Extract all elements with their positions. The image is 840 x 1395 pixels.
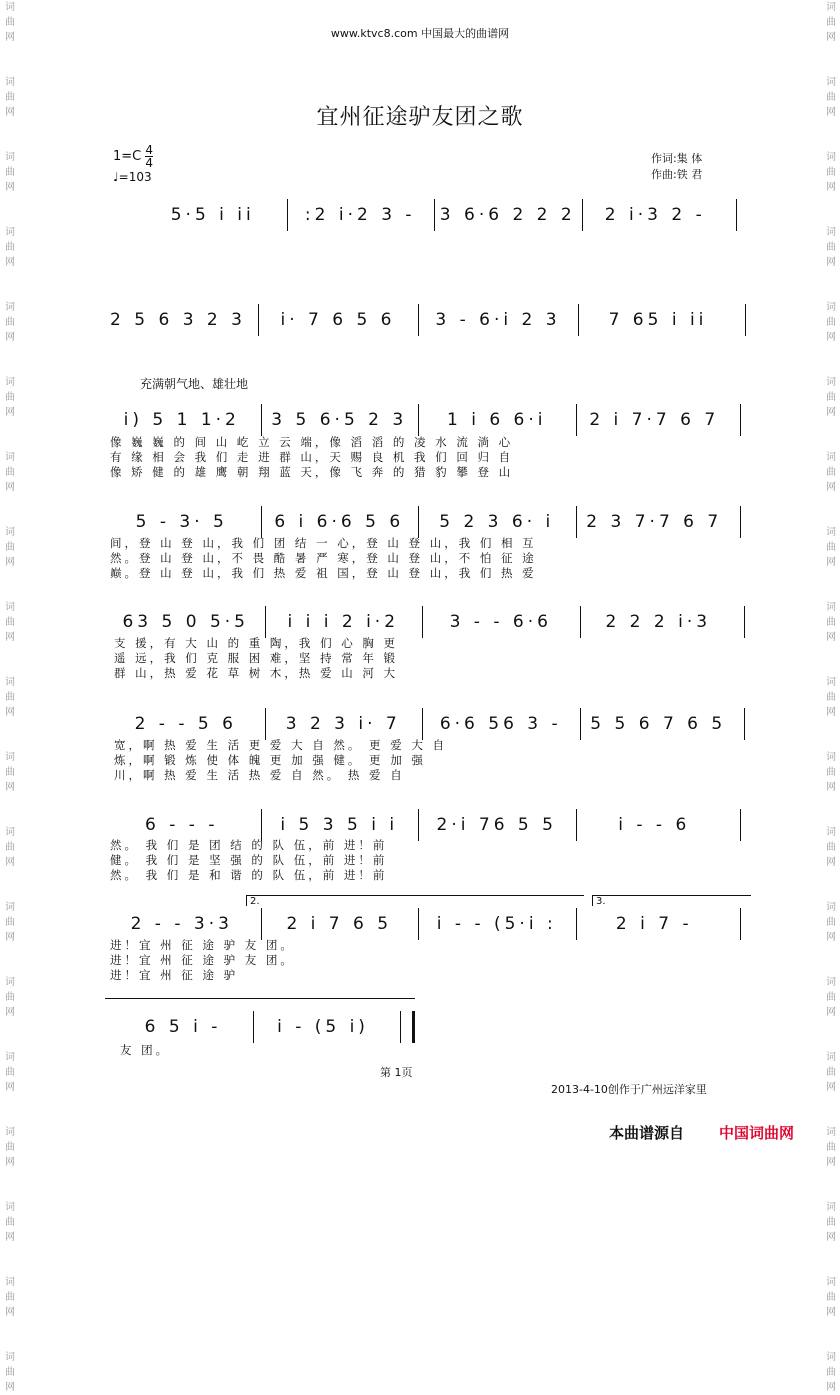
measure-notes: 6 - - -	[145, 815, 219, 835]
lyric-line: 进！宜 州 征 途 驴 友 团。	[110, 938, 295, 952]
credits	[651, 151, 702, 183]
measure-notes: 2 i 7 -	[615, 914, 693, 934]
bar-line	[740, 809, 741, 841]
lyric-line: 然。登 山 登 山，不 畏 酷 暑 严 寒，登 山 登 山，不 怕 征 途	[110, 551, 537, 565]
measure-notes: 6 5 i -	[144, 1017, 222, 1037]
measure-notes: 3 6·6 2 2 2	[439, 205, 576, 225]
bar-line	[576, 506, 577, 538]
lyric-line: 然。 我 们 是 团 结 的 队 伍，前 进！前	[110, 838, 388, 852]
meter-bottom: 4	[145, 156, 154, 170]
bar-line	[736, 199, 737, 231]
measure-notes: 6·6 56 3 -	[439, 714, 562, 734]
bar-line	[740, 506, 741, 538]
measure-notes: 6 i 6·6 5 6	[274, 512, 405, 532]
lyric-line: 像 矫 健 的 雄 鹰 朝 翔 蓝 天，像 飞 奔 的 猎 豹 攀 登 山	[110, 465, 514, 479]
lyric-line: 支 援，有 大 山 的 重 陶，我 们 心 胸 更	[114, 636, 399, 650]
measure-notes: 2 3 7·7 6 7	[586, 512, 723, 532]
bar-line	[576, 404, 577, 436]
bar-line	[740, 404, 741, 436]
created-note: 2013-4-10创作于广州远洋家里	[551, 1083, 707, 1096]
measure-notes: 3 - 6·i 2 3	[435, 310, 561, 330]
measure-notes: i 5 3 5 i i	[280, 815, 399, 835]
lyric-line: 然。 我 们 是 和 谐 的 队 伍，前 进！前	[110, 868, 388, 882]
bar-line	[261, 908, 262, 940]
lyric-line: 有 缘 相 会 我 们 走 进 群 山，天 赐 良 机 我 们 回 归 自	[110, 450, 514, 464]
lyric-line: 像 巍 巍 的 间 山 屹 立 云 端，像 滔 滔 的 凌 水 流 淌 心	[110, 435, 514, 449]
bar-line	[418, 304, 419, 336]
bar-line	[258, 304, 259, 336]
composer: 作曲:铁 君	[651, 168, 703, 181]
bar-line	[744, 708, 745, 740]
lyric-line: 炼，啊 锻 炼 使 体 魄 更 加 强 健。 更 加 强	[114, 753, 426, 767]
measure-notes: 2·i 76 5 5	[436, 815, 557, 835]
watermark-left: 词 曲 网 词 曲 网 词 曲 网 词 曲 网 词 曲 网 词 曲 网 词 曲 网 词 曲 网 词 曲 网 词 曲 网 词 曲 网 词 曲 网 词 曲 网 词 曲 网 词 曲 网 词 曲 网 词 曲 网 词 曲 网 词 曲 网	[5, 2, 15, 1393]
bar-line	[261, 404, 262, 436]
bar-line	[740, 908, 741, 940]
bar-line	[576, 809, 577, 841]
measure-notes: :2 i·2 3 -	[304, 205, 416, 225]
measure-notes: 2 5 6 3 2 3	[110, 310, 246, 330]
lyric-line: 川，啊 热 爱 生 活 热 爱 自 然。 热 爱 自	[114, 768, 405, 782]
bar-line	[745, 304, 746, 336]
measure-notes: i i i 2 i·2	[287, 612, 400, 632]
bar-line	[287, 199, 288, 231]
volta-3: 3.	[592, 895, 751, 906]
measure-notes: i - - 6	[618, 815, 691, 835]
measure-notes: 7 65 i ii	[608, 310, 708, 330]
bar-line	[418, 908, 419, 940]
bar-line	[261, 506, 262, 538]
bar-line	[582, 199, 583, 231]
measure-notes: 5 2 3 6· i	[439, 512, 555, 532]
measure-notes: 2 - - 5 6	[134, 714, 237, 734]
key-text: 1=C	[113, 149, 142, 164]
measure-notes: i - (5 i)	[277, 1017, 369, 1037]
measure-notes: 5 - 3· 5	[135, 512, 228, 532]
tempo: =103	[118, 170, 152, 184]
bar-line	[580, 606, 581, 638]
bar-line	[265, 606, 266, 638]
bar-line	[422, 708, 423, 740]
lyric-line: 进！宜 州 征 途 驴	[110, 968, 239, 982]
measure-notes: 3 5 6·5 2 3	[271, 410, 408, 430]
bar-line	[744, 606, 745, 638]
volta-continuation	[105, 998, 415, 999]
measure-notes: i· 7 6 5 6	[280, 310, 396, 330]
bar-line	[580, 708, 581, 740]
bar-line	[418, 809, 419, 841]
measure-notes: 5·5 i ii	[170, 205, 255, 225]
page-title: 宜州征途驴友团之歌	[316, 105, 524, 130]
bar-line	[418, 506, 419, 538]
lyric-line: 群 山，热 爱 花 草 树 木，热 爱 山 河 大	[114, 666, 399, 680]
watermark-right: 词 曲 网 词 曲 网 词 曲 网 词 曲 网 词 曲 网 词 曲 网 词 曲 网 词 曲 网 词 曲 网 词 曲 网 词 曲 网 词 曲 网 词 曲 网 词 曲 网 词 曲 网 词 曲 网 词 曲 网 词 曲 网 词 曲 网	[826, 2, 836, 1393]
bar-line	[422, 606, 423, 638]
measure-notes: 2 i·3 2 -	[604, 205, 706, 225]
bar-line	[576, 908, 577, 940]
bar-line	[265, 708, 266, 740]
measure-notes: 2 2 2 i·3	[605, 612, 712, 632]
lyric-line: 遥 远，我 们 克 服 困 难，坚 持 常 年 锻	[114, 651, 399, 665]
measure-notes: 3 - - 6·6	[449, 612, 552, 632]
quarter-note-icon: ♩	[113, 170, 119, 184]
measure-notes: 2 - - 3·3	[130, 914, 233, 934]
page-number: 第 1页	[380, 1066, 413, 1079]
measure-notes: 2 i 7 6 5	[286, 914, 393, 934]
measure-notes: 1 i 6 6·i	[446, 410, 547, 430]
lyric-line: 间，登 山 登 山，我 们 团 结 一 心，登 山 登 山，我 们 相 互	[110, 536, 537, 550]
lyric-line: 健。 我 们 是 坚 强 的 队 伍，前 进！前	[110, 853, 388, 867]
expression-mark: 充满朝气地、雄壮地	[140, 377, 249, 391]
final-bar-line	[412, 1011, 415, 1043]
lyric-line: 进！宜 州 征 途 驴 友 团。	[110, 953, 295, 967]
lyric-line: 巅。登 山 登 山，我 们 热 爱 祖 国，登 山 登 山，我 们 热 爱	[110, 566, 537, 580]
lyric-line: 友 团。	[120, 1043, 171, 1057]
source-prefix: 本曲谱源自	[609, 1124, 685, 1142]
meter-top: 4	[145, 143, 154, 157]
measure-notes: 2 i 7·7 6 7	[589, 410, 720, 430]
lyric-line: 宽，啊 热 爱 生 活 更 爱 大 自 然。 更 爱 大 自	[114, 738, 448, 752]
site-header: www.ktvc8.com 中国最大的曲谱网	[330, 27, 510, 40]
source-link[interactable]: 中国词曲网	[719, 1124, 795, 1142]
bar-line	[418, 404, 419, 436]
measure-notes: i) 5 1 1·2	[123, 410, 240, 430]
bar-line	[578, 304, 579, 336]
measure-notes: 3 2 3 i· 7	[285, 714, 401, 734]
measure-notes: 5 5 6 7 6 5	[590, 714, 727, 734]
lyricist: 作词:集 体	[651, 152, 703, 165]
bar-line	[400, 1011, 401, 1043]
bar-line	[253, 1011, 254, 1043]
bar-line	[261, 809, 262, 841]
volta-2: 2.	[246, 895, 584, 906]
measure-notes: 63 5 0 5·5	[122, 612, 249, 632]
bar-line	[434, 199, 435, 231]
key-signature	[113, 144, 153, 186]
measure-notes: i - - (5·i :	[436, 914, 557, 934]
